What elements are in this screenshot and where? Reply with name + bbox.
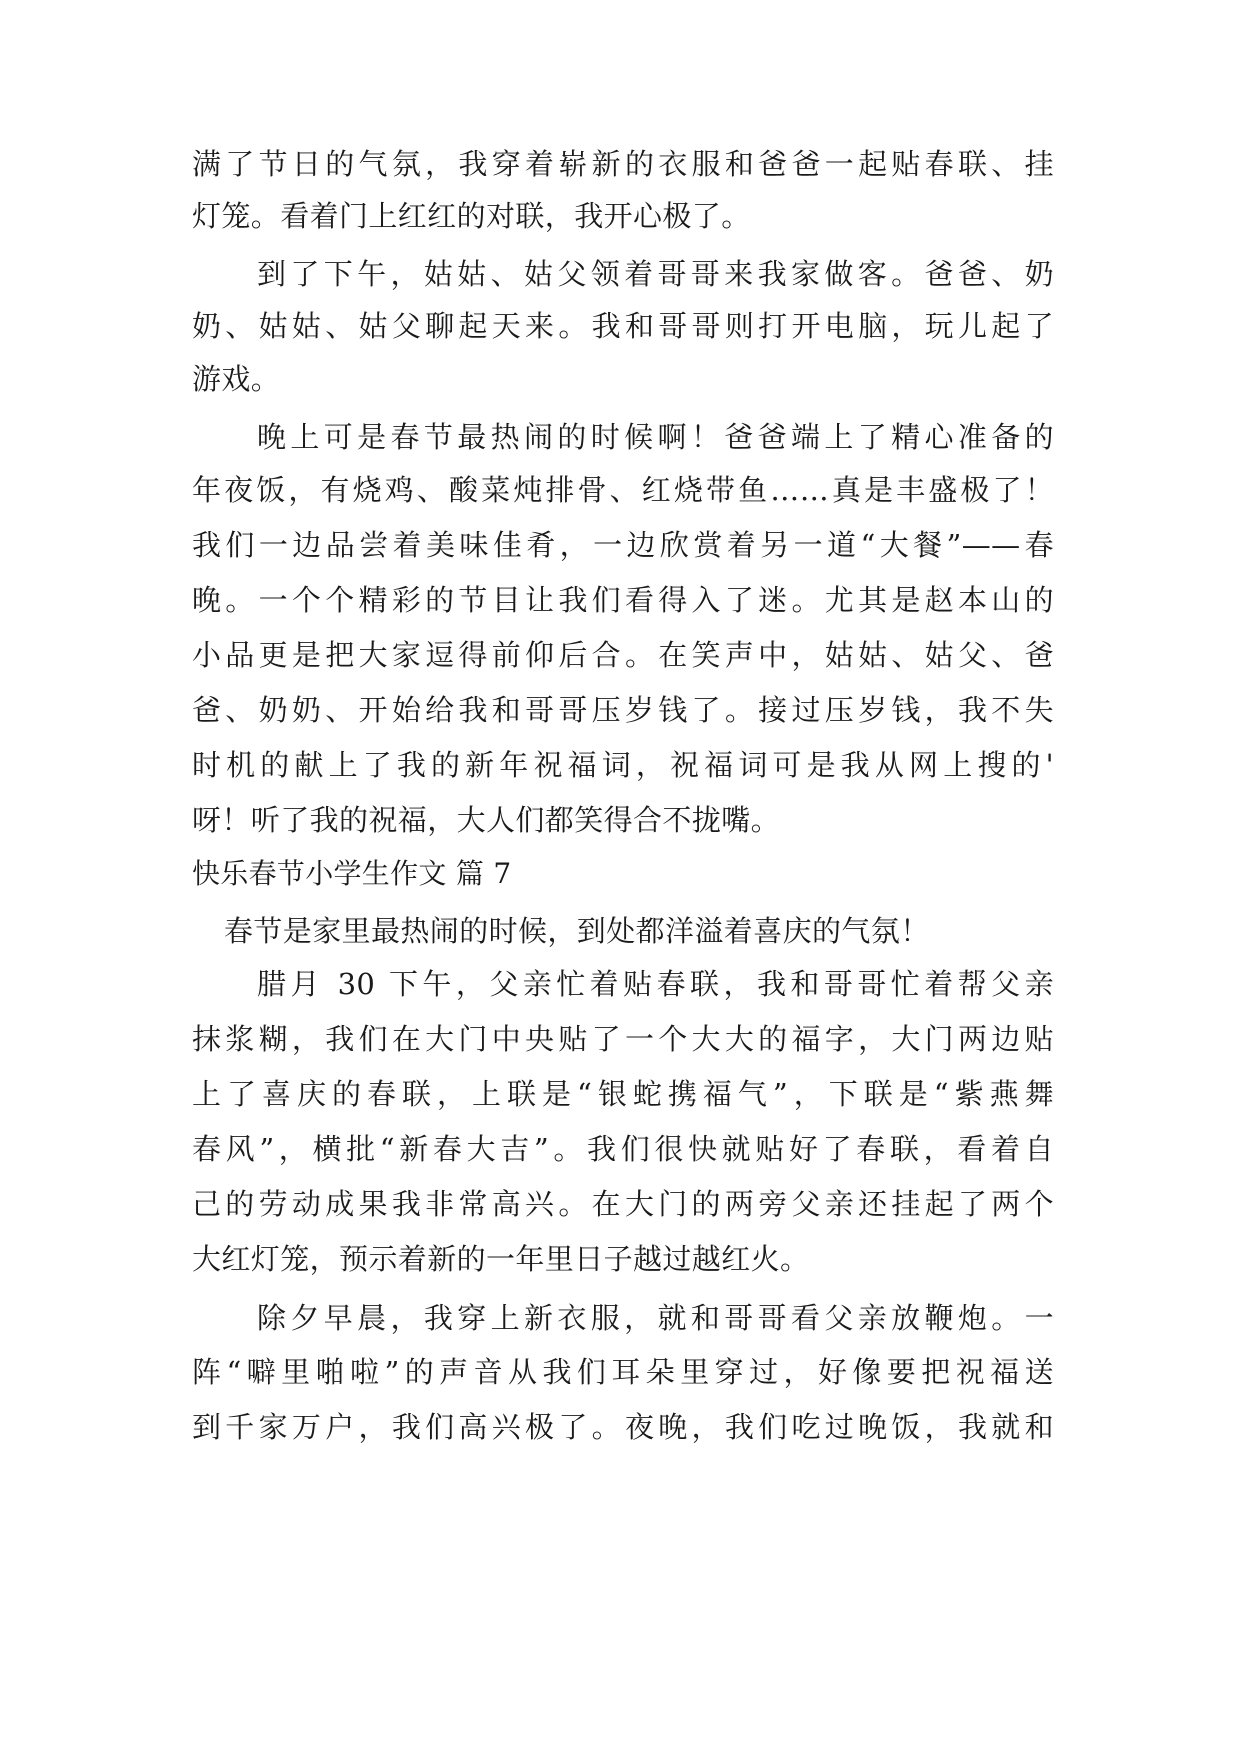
text-line: 呀！听了我的祝福，大人们都笑得合不拢嘴。	[192, 803, 781, 837]
text-line: 爸、奶奶、开始给我和哥哥压岁钱了。接过压岁钱，我不失	[192, 693, 1054, 727]
text-line: 年夜饭，有烧鸡、酸菜炖排骨、红烧带鱼……真是丰盛极了！	[192, 473, 1054, 507]
paragraph-first-line: 腊月 30 下午，父亲忙着贴春联，我和哥哥忙着帮父亲	[257, 967, 1054, 1001]
text-line: 时机的献上了我的新年祝福词，祝福词可是我从网上搜的'	[192, 748, 1054, 782]
text-line: 春节是家里最热闹的时候，到处都洋溢着喜庆的气氛！	[224, 914, 930, 948]
text-line: 大红灯笼，预示着新的一年里日子越过越红火。	[192, 1242, 810, 1276]
paragraph-first-line: 晚上可是春节最热闹的时候啊！爸爸端上了精心准备的	[257, 420, 1054, 454]
text-line: 上了喜庆的春联，上联是“银蛇携福气”，下联是“紫燕舞	[192, 1077, 1054, 1111]
text-line: 抹浆糊，我们在大门中央贴了一个大大的福字，大门两边贴	[192, 1022, 1054, 1056]
text-line: 灯笼。看着门上红红的对联，我开心极了。	[192, 199, 751, 233]
section-heading: 快乐春节小学生作文 篇 7	[192, 857, 512, 890]
text-line: 到千家万户，我们高兴极了。夜晚，我们吃过晚饭，我就和	[192, 1410, 1054, 1444]
paragraph-first-line: 除夕早晨，我穿上新衣服，就和哥哥看父亲放鞭炮。一	[257, 1301, 1054, 1335]
paragraph-first-line: 到了下午，姑姑、姑父领着哥哥来我家做客。爸爸、奶	[257, 257, 1054, 291]
text-line: 我们一边品尝着美味佳肴，一边欣赏着另一道“大餐”——春	[192, 528, 1054, 562]
text-line: 小品更是把大家逗得前仰后合。在笑声中，姑姑、姑父、爸	[192, 638, 1054, 672]
text-line: 游戏。	[192, 362, 281, 396]
text-line: 春风”，横批“新春大吉”。我们很快就贴好了春联，看着自	[192, 1132, 1054, 1166]
text-line: 晚。一个个精彩的节目让我们看得入了迷。尤其是赵本山的	[192, 583, 1054, 617]
text-line: 满了节日的气氛，我穿着崭新的衣服和爸爸一起贴春联、挂	[192, 147, 1054, 181]
text-line: 己的劳动成果我非常高兴。在大门的两旁父亲还挂起了两个	[192, 1187, 1054, 1221]
text-line: 阵“噼里啪啦”的声音从我们耳朵里穿过，好像要把祝福送	[192, 1355, 1054, 1389]
text-line: 奶、姑姑、姑父聊起天来。我和哥哥则打开电脑，玩儿起了	[192, 309, 1054, 343]
